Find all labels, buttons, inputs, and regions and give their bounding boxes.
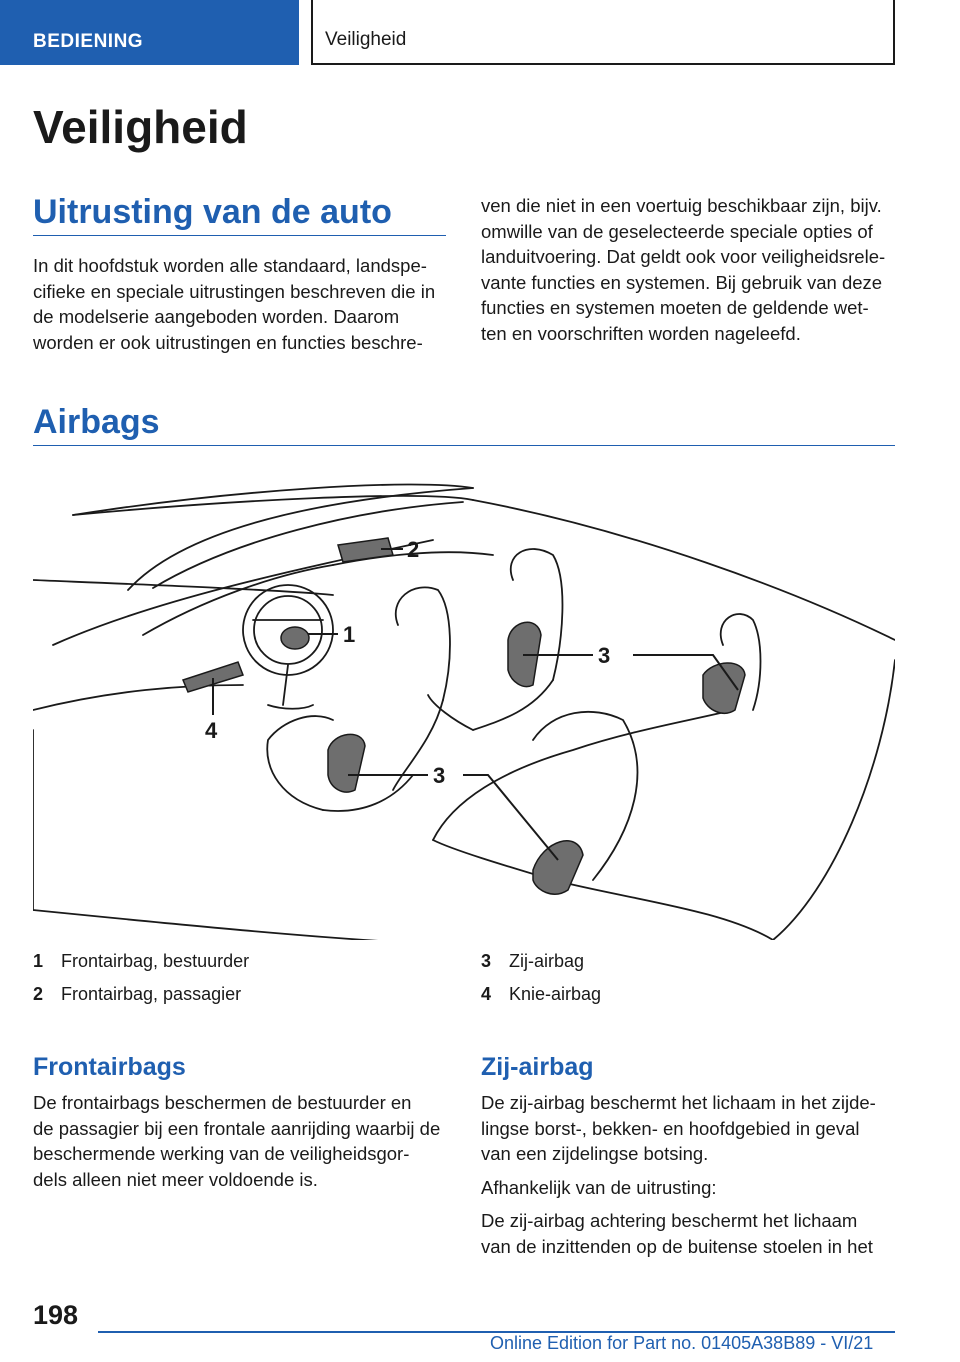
legend-left [33, 951, 249, 1017]
intro-text-right [481, 193, 885, 346]
text-line: van de inzittenden op de buitense stoelen in het [481, 1235, 873, 1257]
text-line: de passagier bij een frontale aanrijding waarbij de [33, 1117, 441, 1139]
paragraph-gap [481, 1200, 876, 1208]
callout-4: 4 [205, 718, 218, 743]
callout-1: 1 [343, 622, 356, 647]
frontairbags-text [33, 1090, 440, 1192]
airbag-driver-front [281, 627, 309, 649]
legend-number: 4 [481, 984, 492, 1004]
text-line: ven die niet in een voertuig beschikbaar zijn, bijv. [481, 195, 882, 216]
page-title: Veiligheid [33, 101, 248, 153]
text-line: cifieke en speciale uitrustingen beschreven die in [33, 280, 436, 302]
footer-edition: Online Edition for Part no. 01405A38B89 - VI/21 [490, 1333, 874, 1353]
text-line: vante functies en systemen. Bij gebruik van deze [481, 271, 883, 293]
legend-item [33, 984, 249, 1017]
text-line: landuitvoering. Dat geldt ook voor veiligheidsrele- [481, 246, 886, 267]
text-line: omwille van de geselecteerde speciale opties of [481, 220, 873, 242]
callout-3-lower: 3 [433, 763, 446, 788]
section-tab: BEDIENING [0, 0, 299, 65]
legend-number: 3 [481, 951, 492, 971]
airbag-side-driver [328, 734, 365, 792]
text-line: van een zijdelingse botsing. [481, 1143, 709, 1164]
legend-right [481, 951, 601, 1017]
legend-number: 1 [33, 951, 44, 971]
legend-label: Zij-airbag [509, 951, 585, 971]
car-interior-airbag-illustration [33, 470, 895, 940]
text-line: De zij-airbag beschermt het lichaam in het zijde- [481, 1092, 876, 1113]
legend-item [33, 951, 249, 984]
legend-number: 2 [33, 984, 44, 1004]
topic-tab: Veiligheid [311, 0, 895, 65]
callout-2: 2 [407, 537, 420, 562]
legend-label: Frontairbag, passagier [61, 984, 242, 1004]
heading-uitrusting: Uitrusting van de auto [33, 193, 392, 231]
heading-rule [33, 445, 895, 446]
text-line: De zij-airbag achtering beschermt het lichaam [481, 1210, 858, 1231]
legend-label: Frontairbag, bestuurder [61, 951, 250, 971]
legend-label: Knie-airbag [509, 984, 602, 1004]
legend-item [481, 951, 601, 984]
paragraph-gap [481, 1167, 876, 1175]
text-line: lingse borst-, bekken- en hoofdgebied in geval [481, 1117, 860, 1139]
heading-zijairbag: Zij-airbag [481, 1053, 594, 1081]
text-line: De frontairbags beschermen de bestuurder en [33, 1092, 412, 1113]
page-number: 198 [33, 1300, 79, 1330]
text-line: dels alleen niet meer voldoende is. [33, 1168, 318, 1190]
heading-frontairbags: Frontairbags [33, 1053, 186, 1081]
text-line: In dit hoofdstuk worden alle standaard, landspe- [33, 255, 427, 276]
heading-airbags: Airbags [33, 403, 160, 441]
callout-3-upper: 3 [598, 643, 611, 668]
text-line: Afhankelijk van de uitrusting: [481, 1176, 717, 1198]
legend-item [481, 984, 601, 1017]
text-line: functies en systemen moeten de geldende wet- [481, 297, 869, 318]
text-line: ten en voorschriften worden nageleefd. [481, 322, 801, 344]
text-line: de modelserie aangeboden worden. Daarom [33, 306, 400, 327]
text-line: beschermende werking van de veiligheidsgor- [33, 1143, 410, 1164]
intro-text-left [33, 253, 435, 355]
zijairbag-text [481, 1090, 876, 1259]
heading-rule [33, 235, 446, 236]
text-line: worden er ook uitrustingen en functies beschre- [33, 331, 423, 353]
